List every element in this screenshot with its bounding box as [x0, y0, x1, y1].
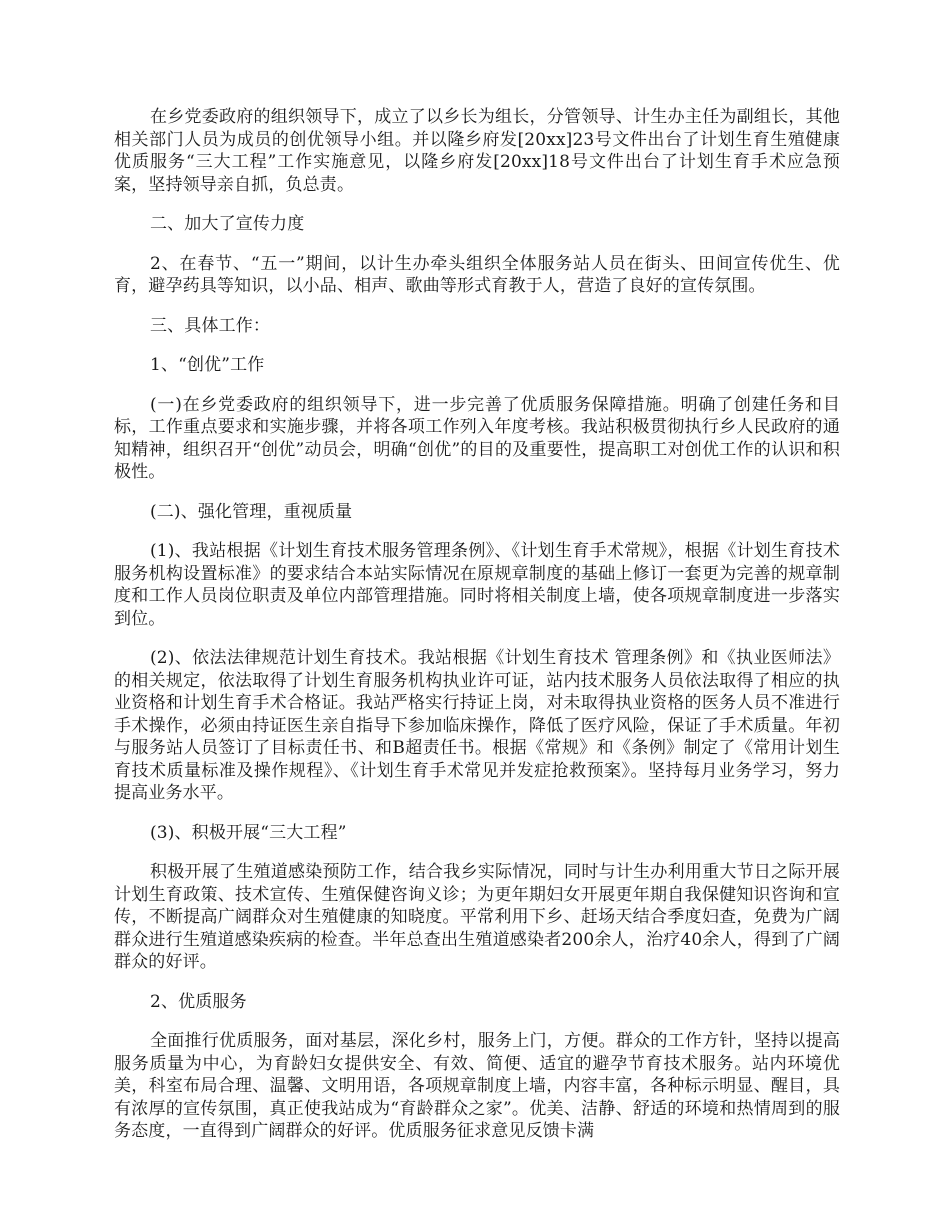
- document-body: [114, 106, 840, 1160]
- paragraph-leadership: 在乡党委政府的组织领导下，成立了以乡长为组长，分管领导、计生办主任为副组长，其他相关部门人员为成员的创优领导小组。并以隆乡府发[20xx]23号文件出台了计划生育生殖健康优质服务“三大工程”工作实施意见，以隆乡府发[20xx]18号文件出台了计划生育手术应急预案，坚持领导亲自抓，负总责。: [114, 107, 840, 195]
- paragraph-regulations: (1)、我站根据《计划生育技术服务管理条例》、《计划生育手术常规》，根据《计划生育技术服务机构设置标准》的要求结合本站实际情况在原规章制度的基础上修订一套更为完善的规章制度和工作人员岗位职责及单位内部管理措施。同时将相关制度上墙，使各项规章制度进一步落实到位。: [114, 541, 840, 629]
- heading-management-quality: (二)、强化管理，重视质量: [150, 501, 353, 522]
- heading-excellence-work: 1、“创优”工作: [150, 355, 265, 375]
- paragraph-quality-service: 全面推行优质服务，面对基层，深化乡村，服务上门，方便。群众的工作方针，坚持以提高服务质量为中心，为育龄妇女提供安全、有效、简便、适宜的避孕节育技术服务。站内环境优美，科室布局合理、温馨、文明用语，各项规章制度上墙，内容丰富，各种标示明显、醒目，具有浓厚的宣传氛围，真正使我站成为“育龄群众之家”。优美、洁静、舒适的环境和热情周到的服务态度，一直得到广阔群众的好评。优质服务征求意见反馈卡满: [114, 1031, 840, 1141]
- paragraph-publicity: 2、在春节、“五一”期间，以计生办牵头组织全体服务站人员在街头、田间宣传优生、优育，避孕药具等知识，以小品、相声、歌曲等形式育教于人，营造了良好的宣传氛围。: [114, 253, 840, 296]
- heading-three-projects: (3)、积极开展“三大工程”: [150, 822, 347, 843]
- heading-quality-service: 2、优质服务: [150, 991, 247, 1012]
- heading-publicity: 二、加大了宣传力度: [150, 214, 305, 234]
- heading-specific-work: 三、具体工作：: [150, 315, 271, 336]
- paragraph-infection-prevention: 积极开展了生殖道感染预防工作，结合我乡实际情况，同时与计生办利用重大节日之际开展计划生育政策、技术宣传、生殖保健咨询义诊；为更年期妇女开展更年期自我保健知识咨询和宣传，不断提高广阔群众对生殖健康的知晓度。平常利用下乡、赶场天结合季度妇查，免费为广阔群众进行生殖道感染疾病的检查。半年总查出生殖道感染者200余人，治疗40余人，得到了广阔群众的好评。: [114, 862, 840, 972]
- paragraph-excellence-measures: (一)在乡党委政府的组织领导下，进一步完善了优质服务保障措施。明确了创建任务和目标，工作重点要求和实施步骤，并将各项工作列入年度考核。我站积极贯彻执行乡人民政府的通知精神，组织召开“创优”动员会，明确“创优”的目的及重要性，提高职工对创优工作的认识和积极性。: [114, 394, 840, 482]
- paragraph-legal-standards: (2)、依法法律规范计划生育技术。我站根据《计划生育技术 管理条例》和《执业医师法》的相关规定，依法取得了计划生育服务机构执业许可证，站内技术服务人员依法取得了相应的执业资格和计划生育手术合格证。我站严格实行持证上岗，对未取得执业资格的医务人员不准进行手术操作，必须由持证医生亲自指导下参加临床操作，降低了医疗风险，保证了手术质量。年初与服务站人员签订了目标责任书、和B超责任书。根据《常规》和《条例》制定了《常用计划生育技术质量标准及操作规程》、《计划生育手术常见并发症抢救预案》。坚持每月业务学习，努力提高业务水平。: [114, 648, 840, 803]
